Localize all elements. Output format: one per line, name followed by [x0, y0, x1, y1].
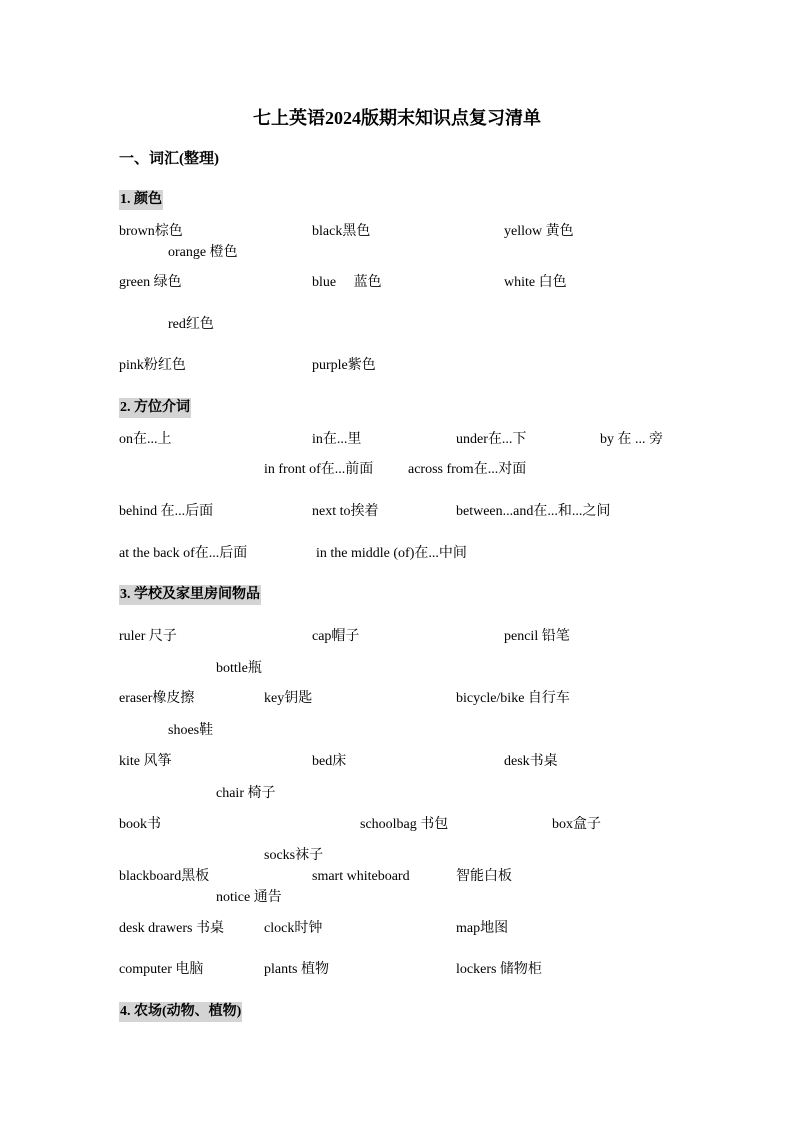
- vocab-item: white 白色: [504, 275, 567, 290]
- vocab-item: pink粉红色: [119, 358, 186, 373]
- vocab-item: purple紫色: [312, 358, 376, 373]
- vocab-item: notice 通告: [216, 890, 282, 905]
- vocab-item: across from在...对面: [408, 462, 527, 477]
- vocab-item: schoolbag 书包: [360, 817, 449, 832]
- vocab-item: kite 风筝: [119, 754, 172, 769]
- vocab-item: at the back of在...后面: [119, 546, 248, 561]
- vocab-item: red红色: [168, 317, 214, 332]
- vocab-item: lockers 储物柜: [456, 962, 542, 977]
- vocab-item: cap帽子: [312, 629, 360, 644]
- vocab-item: in the middle (of)在...中间: [316, 546, 467, 561]
- section-title-prepositions: 2. 方位介词: [119, 398, 191, 418]
- section-title-school-home-items: 3. 学校及家里房间物品: [119, 585, 261, 605]
- vocab-item: between...and在...和...之间: [456, 504, 611, 519]
- section-title-farm: 4. 农场(动物、植物): [119, 1002, 242, 1022]
- vocab-item: chair 椅子: [216, 786, 276, 801]
- vocab-item: bottle瓶: [216, 661, 262, 676]
- vocab-item: map地图: [456, 921, 509, 936]
- vocab-item: ruler 尺子: [119, 629, 177, 644]
- vocab-item: plants 植物: [264, 962, 329, 977]
- vocab-item: in front of在...前面: [264, 462, 374, 477]
- vocab-item: black黑色: [312, 224, 371, 239]
- vocab-item: behind 在...后面: [119, 504, 214, 519]
- vocab-item: desk书桌: [504, 754, 558, 769]
- vocab-item: socks袜子: [264, 848, 324, 863]
- page-title: 七上英语2024版期末知识点复习清单: [253, 108, 541, 128]
- vocab-item: desk drawers 书桌: [119, 921, 224, 936]
- vocab-item: box盒子: [552, 817, 601, 832]
- vocab-item: book书: [119, 817, 161, 832]
- vocab-item: key钥匙: [264, 691, 313, 706]
- vocab-item: smart whiteboard: [312, 869, 410, 884]
- vocab-item: yellow 黄色: [504, 224, 574, 239]
- vocab-item: 智能白板: [456, 869, 512, 884]
- section-title-colors: 1. 颜色: [119, 190, 163, 210]
- vocab-item: green 绿色: [119, 275, 182, 290]
- vocab-item: in在...里: [312, 432, 362, 447]
- vocab-item: orange 橙色: [168, 245, 238, 260]
- vocab-item: under在...下: [456, 432, 527, 447]
- vocab-item: on在...上: [119, 432, 172, 447]
- vocab-item: bed床: [312, 754, 347, 769]
- vocab-item: computer 电脑: [119, 962, 204, 977]
- vocab-item: next to挨着: [312, 504, 379, 519]
- vocab-item: blue 蓝色: [312, 275, 382, 290]
- vocab-item: bicycle/bike 自行车: [456, 691, 570, 706]
- vocabulary-heading: 一、词汇(整理): [119, 151, 219, 167]
- vocab-item: by 在 ... 旁: [600, 432, 663, 447]
- vocab-item: shoes鞋: [168, 723, 214, 738]
- vocab-item: eraser橡皮擦: [119, 691, 195, 706]
- vocab-item: clock时钟: [264, 921, 323, 936]
- vocab-item: pencil 铅笔: [504, 629, 570, 644]
- vocab-item: blackboard黑板: [119, 869, 210, 884]
- vocab-item: brown棕色: [119, 224, 183, 239]
